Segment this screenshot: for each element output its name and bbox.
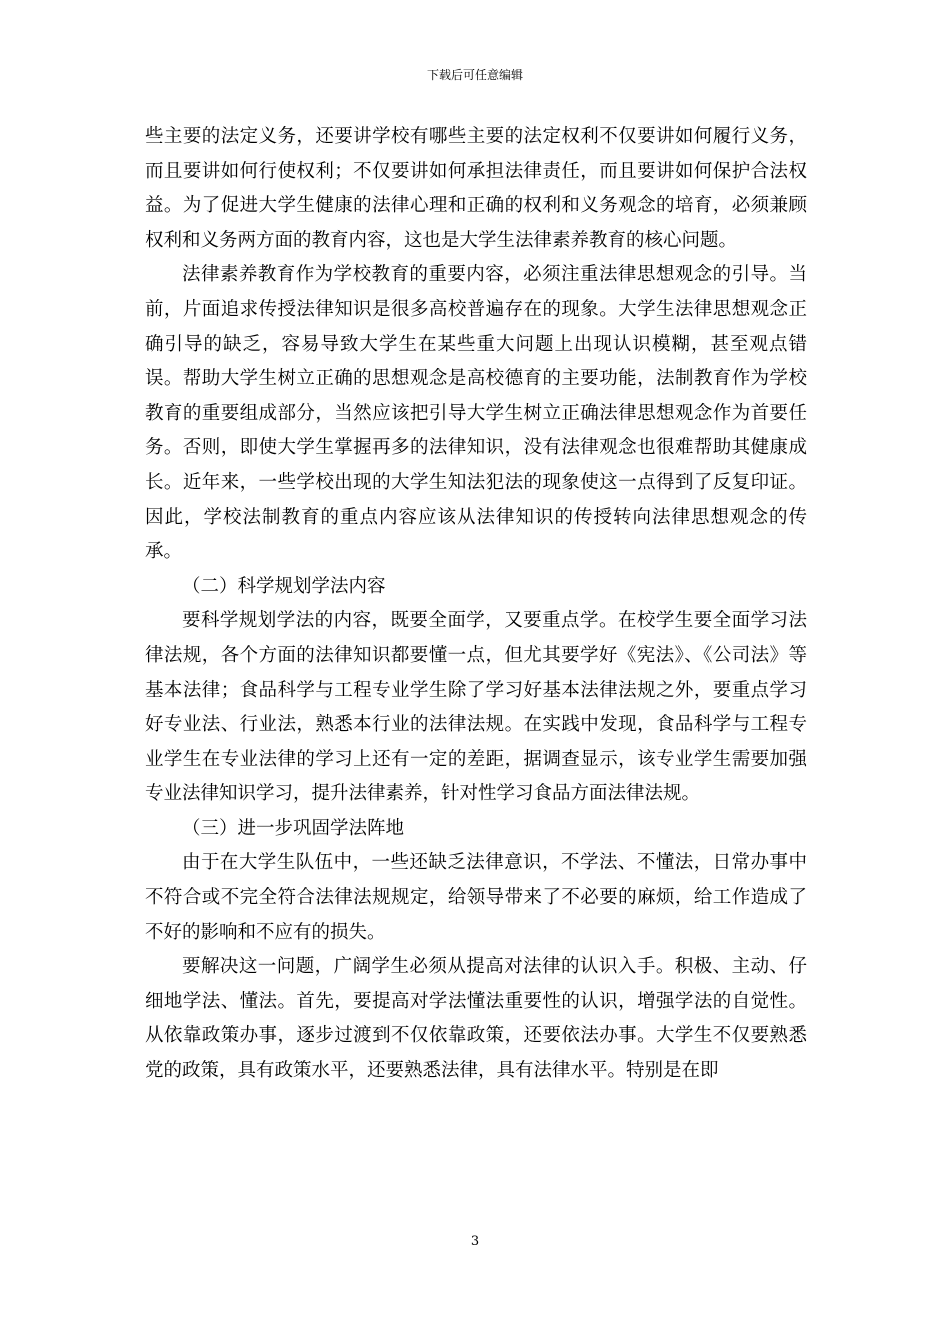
section-heading-2: （二）科学规划学法内容 [182,575,386,597]
paragraph: 由于在大学生队伍中，一些还缺乏法律意识，不学法、不懂法，日常办事中不符合或不完全符合法律法规规定，给领导带来了不必要的麻烦，给工作造成了不好的影响和不应有的损失。 [145,852,807,943]
page-number: 3 [470,1234,480,1249]
paragraph: 法律素养教育作为学校教育的重要内容，必须注重法律思想观念的引导。当前，片面追求传授法律知识是很多高校普遍存在的现象。大学生法律思想观念正确引导的缺乏，容易导致大学生在某些重大问题上出现认识模糊，甚至观点错误。帮助大学生树立正确的思想观念是高校德育的主要功能，法制教育作为学校教育的重要组成部分，当然应该把引导大学生树立正确法律思想观念作为首要任务。否则，即使大学生掌握再多的法律知识，没有法律观念也很难帮助其健康成长。近年来，一些学校出现的大学生知法犯法的现象使这一点得到了反复印证。因此，学校法制教育的重点内容应该从法律知识的传授转向法律思想观念的传承。 [145,264,807,563]
paragraph: 要解决这一问题，广阔学生必须从提高对法律的认识入手。积极、主动、仔细地学法、懂法。首先，要提高对学法懂法重要性的认识，增强学法的自觉性。从依靠政策办事，逐步过渡到不仅依靠政策，还要依法办事。大学生不仅要熟悉党的政策，具有政策水平，还要熟悉法律，具有法律水平。特别是在即 [145,956,807,1082]
paragraph-continuation: 些主要的法定义务，还要讲学校有哪些主要的法定权利不仅要讲如何履行义务，而且要讲如何行使权利；不仅要讲如何承担法律责任，而且要讲如何保护合法权益。为了促进大学生健康的法律心理和正确的权利和义务观念的培育，必须兼顾权利和义务两方面的教育内容，这也是大学生法律素养教育的核心问题。 [145,126,807,251]
document-body [145,120,807,1089]
section-heading-3: （三）进一步巩固学法阵地 [182,817,405,839]
page-header-note: 下载后可任意编辑 [426,68,523,82]
paragraph: 要科学规划学法的内容，既要全面学，又要重点学。在校学生要全面学习法律法规，各个方面的法律知识都要懂一点，但尤其要学好《宪法》、《公司法》等基本法律；食品科学与工程专业学生除了学习好基本法律法规之外，要重点学习好专业法、行业法，熟悉本行业的法律法规。在实践中发现，食品科学与工程专业学生在专业法律的学习上还有一定的差距，据调查显示，该专业学生需要加强专业法律知识学习，提升法律素养，针对性学习食品方面法律法规。 [145,610,807,805]
